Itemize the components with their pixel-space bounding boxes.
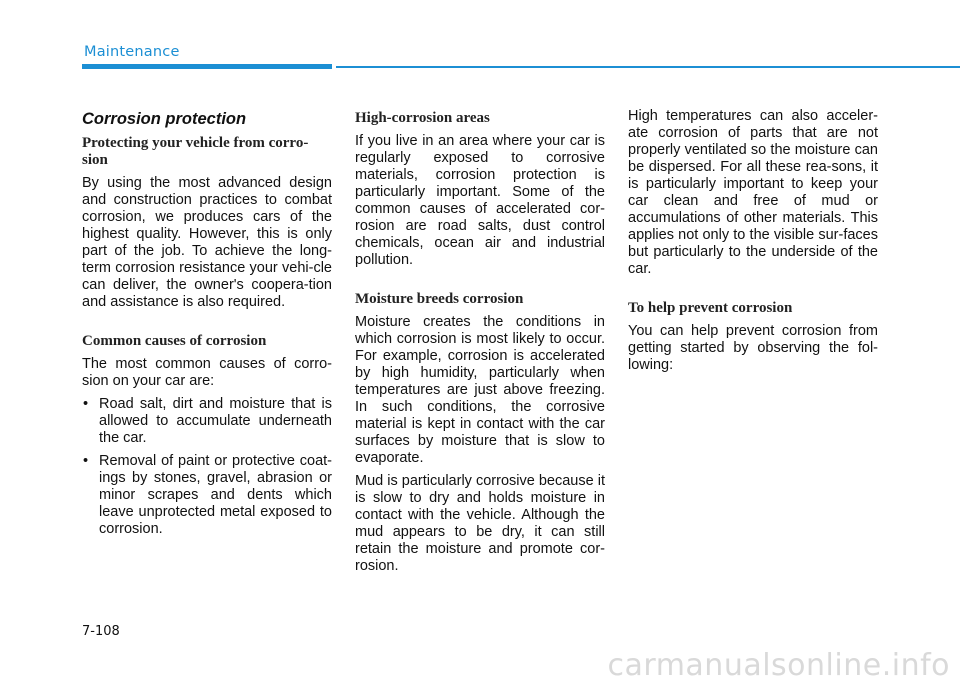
paragraph-prevent: You can help prevent corrosion from getting started by observing the fol-lowing: bbox=[628, 323, 878, 373]
paragraph-high-corrosion: If you live in an area where your car is regularly exposed to corrosive materials, corrosion protection is particularly important. Some of the common causes of accelerated cor-rosion are road salts, dust control chemicals, ocean air and industrial pollution. bbox=[355, 133, 605, 268]
subheading-high-corrosion: High-corrosion areas bbox=[355, 110, 490, 126]
page-title: Corrosion protection bbox=[82, 110, 247, 128]
subheading-prevent: To help prevent corrosion bbox=[628, 300, 793, 316]
list-item-text: Road salt, dirt and moisture that is allowed to accumulate underneath the car. bbox=[99, 396, 332, 446]
bullet-icon: • bbox=[83, 396, 89, 412]
paragraph-mud: Mud is particularly corrosive because it is slow to dry and holds moisture in contact with the vehicle. Although the mud appears to be dry, it can still retain the moisture and promote cor-rosion. bbox=[355, 473, 605, 574]
paragraph-common-causes: The most common causes of corro-sion on your car are: bbox=[82, 356, 332, 389]
list-item bbox=[82, 396, 332, 447]
subheading-moisture: Moisture breeds corrosion bbox=[355, 291, 524, 307]
column-2 bbox=[355, 106, 605, 581]
header-rule-thin bbox=[336, 66, 960, 68]
column-1 bbox=[82, 106, 332, 544]
list-item-text: Removal of paint or protective coat-ings by stones, gravel, abrasion or minor scrapes and dents which leave unprotected metal exposed to corrosion. bbox=[99, 453, 332, 537]
page-number: 7-108 bbox=[82, 624, 120, 639]
list-item bbox=[82, 453, 332, 538]
paragraph-protecting: By using the most advanced design and construction practices to combat corrosion, we produces cars of the highest quality. However, this is only part of the job. To achieve the long-term corrosion resistance your vehi-cle can deliver, the owner's coopera-tion and assistance is also required. bbox=[82, 175, 332, 310]
subheading-protecting: Protecting your vehicle from corro-sion bbox=[82, 135, 309, 168]
watermark: carmanualsonline.info bbox=[607, 648, 950, 683]
causes-list bbox=[82, 396, 332, 538]
paragraph-moisture: Moisture creates the conditions in which corrosion is most likely to occur. For example, corrosion is accelerated by high humidity, particularly when temperatures are just above freezing. In such conditions, the corrosive material is kept in contact with the car surfaces by moisture that is slow to evaporate. bbox=[355, 314, 605, 466]
bullet-icon: • bbox=[83, 453, 89, 469]
column-3 bbox=[628, 108, 878, 380]
subheading-common-causes: Common causes of corrosion bbox=[82, 333, 267, 349]
paragraph-high-temperatures: High temperatures can also acceler-ate corrosion of parts that are not properly ventilated so the moisture can be dispersed. For all these rea-sons, it is particularly important to keep your car clean and free of mud or accumulations of other materials. This applies not only to the visible sur-faces but particularly to the underside of the car. bbox=[628, 108, 878, 277]
section-title: Maintenance bbox=[84, 44, 180, 60]
header-rule-thick bbox=[82, 64, 332, 69]
